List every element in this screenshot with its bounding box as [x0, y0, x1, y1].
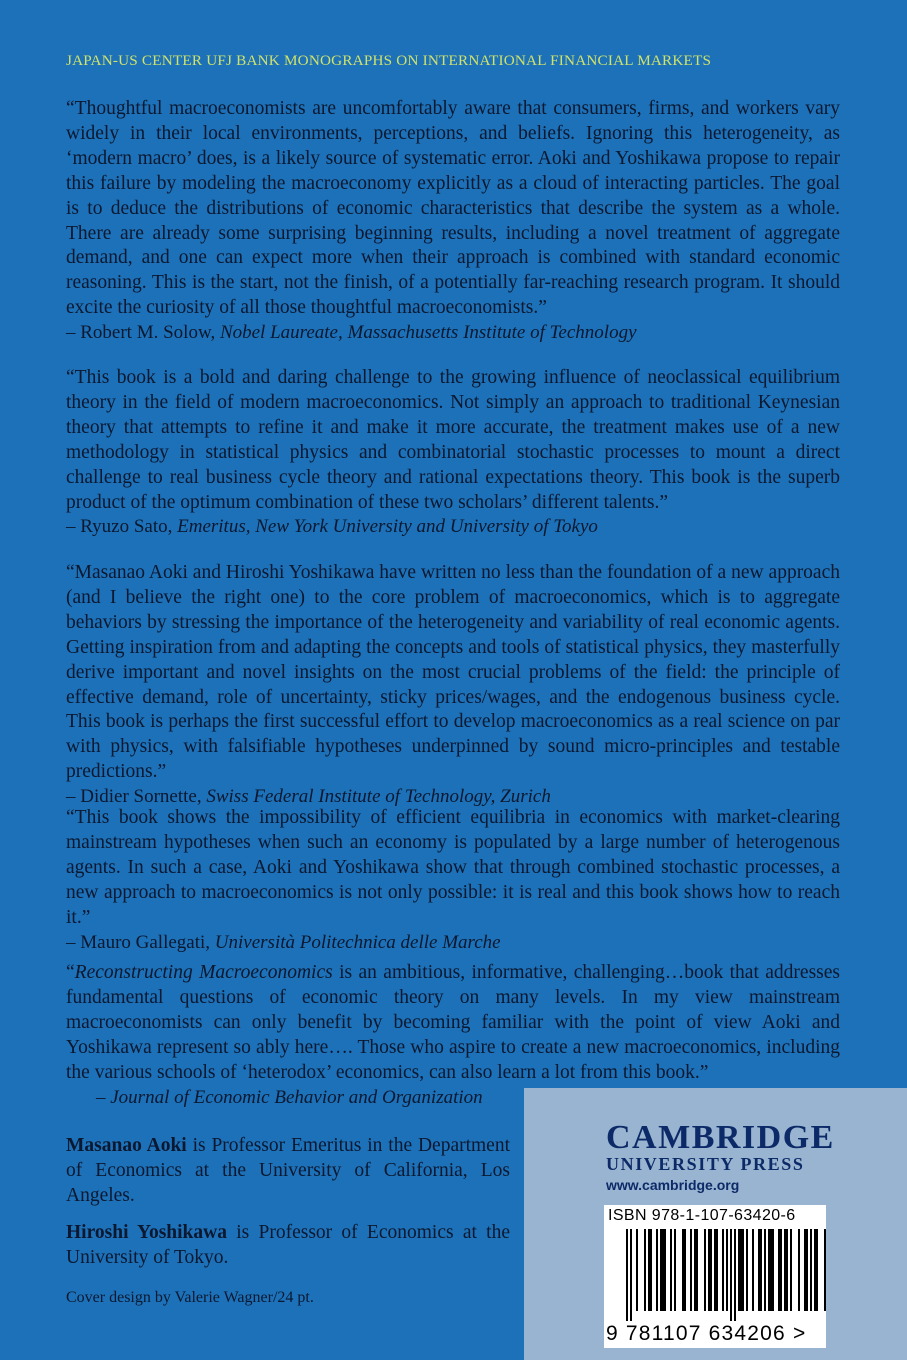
barcode-bar	[730, 1229, 732, 1321]
author-name: Masanao Aoki	[66, 1135, 187, 1156]
quote-author: – Journal of Economic Behavior and Organization	[96, 1086, 483, 1108]
publisher-url: www.cambridge.org	[606, 1177, 740, 1193]
quote-author: – Didier Sornette,	[66, 786, 202, 808]
barcode-bar	[778, 1229, 782, 1311]
barcode	[604, 1205, 826, 1348]
author-bio	[66, 1221, 510, 1271]
barcode-bar	[738, 1229, 744, 1311]
barcode-bar	[670, 1229, 672, 1311]
quote-text	[66, 961, 840, 1086]
barcode-bar	[752, 1229, 754, 1311]
barcode-bar	[648, 1229, 652, 1311]
quote-author: – Ryuzo Sato,	[66, 516, 173, 538]
barcode-bar	[824, 1229, 826, 1311]
publisher-name: CAMBRIDGE	[606, 1119, 835, 1156]
barcode-bar	[626, 1229, 628, 1321]
quote-body: is an ambitious, informative, challenging…book that addresses fundamental questions of economic theory on many levels. In my view mainstream macroeconomists can only benefit by becoming familiar with the point of view Aoki and Yoshikawa represent so ably here…. Those who aspire to create a new macroeconomics, including the various schools of ‘heterodox’ economics, can also learn a lot from this book.”	[66, 962, 840, 1083]
barcode-bar	[764, 1229, 766, 1311]
barcode-bar	[726, 1229, 728, 1311]
publisher-panel	[524, 1088, 907, 1360]
quote-block	[66, 561, 840, 809]
quote-affiliation: Università Politechnica delle Marche	[214, 931, 501, 953]
barcode-bar	[630, 1229, 632, 1321]
open-quote: “	[66, 962, 75, 983]
quote-author: – Mauro Gallegati,	[66, 931, 211, 953]
barcode-bar	[746, 1229, 748, 1311]
barcode-bar	[784, 1229, 788, 1311]
quote-attribution	[66, 321, 840, 345]
quote-block	[66, 366, 840, 539]
barcode-bar	[714, 1229, 718, 1311]
barcode-bar	[708, 1229, 712, 1311]
author-bio	[66, 1134, 510, 1209]
barcode-bar	[674, 1229, 676, 1311]
barcode-bar	[644, 1229, 646, 1311]
barcode-bar	[704, 1229, 706, 1311]
barcode-bar	[790, 1229, 792, 1311]
barcode-bar	[810, 1229, 812, 1311]
quote-block	[66, 806, 840, 955]
publisher-subtitle: UNIVERSITY PRESS	[606, 1154, 805, 1174]
barcode-bar	[690, 1229, 692, 1311]
author-bio-text: is Professor of Economics at the University of Tokyo.	[66, 1222, 511, 1268]
quote-text: “This book is a bold and daring challenge to the growing influence of neoclassical equilibrium theory in the field of modern macroeconomics. Not simply an approach to traditional Keynesian theory that attempts to refine it and make it more accurate, the treatment makes use of a new methodology in statistical physics and combinatorial stochastic processes to mount a direct challenge to real business cycle theory and rational expectations theory. This book is the superb product of the optimum combination of these two scholars’ different talents.”	[66, 367, 840, 513]
barcode-bar	[804, 1229, 808, 1311]
quote-affiliation: Nobel Laureate, Massachusetts Institute of Technology	[219, 322, 637, 344]
barcode-digits: 9 781107 634206 >	[606, 1322, 807, 1345]
quote-affiliation: Emeritus, New York University and University of Tokyo	[177, 516, 598, 538]
quote-attribution	[66, 515, 840, 539]
quote-text: “This book shows the impossibility of efficient equilibria in economics with market-clearing mainstream hypotheses when such an economy is populated by a large number of heterogenous agents. In such a case, Aoki and Yoshikawa show that through combined stochastic processes, a new approach to macroeconomics is not only possible: it is real and this book shows how to reach it.”	[66, 807, 840, 928]
quote-affiliation: Swiss Federal Institute of Technology, Zurich	[206, 786, 551, 808]
barcode-bar	[814, 1229, 818, 1311]
barcode-bar	[682, 1229, 686, 1311]
barcode-bar	[768, 1229, 774, 1311]
series-title: JAPAN-US CENTER UFJ BANK MONOGRAPHS ON INTERNATIONAL FINANCIAL MARKETS	[66, 52, 712, 69]
cover-credit: Cover design by Valerie Wagner/24 pt.	[66, 1289, 314, 1306]
barcode-bar	[758, 1229, 762, 1311]
barcode-bar	[722, 1229, 724, 1311]
author-bio-text: is Professor Emeritus in the Department of Economics at the University of California, Los Angeles.	[66, 1135, 511, 1206]
barcode-bar	[694, 1229, 698, 1311]
barcode-bar	[636, 1229, 638, 1311]
barcode-bar	[656, 1229, 658, 1311]
quote-text: “Thoughtful macroeconomists are uncomfortably aware that consumers, firms, and workers vary widely in their local environments, perceptions, and beliefs. Ignoring this heterogeneity, as ‘modern macro’ does, is a likely source of systematic error. Aoki and Yoshikawa propose to repair this failure by modeling the macroeconomy explicitly as a cloud of interacting particles. The goal is to deduce the distributions of economic characteristics that describe the system as a whole. There are already some surprising beginning results, including a novel treatment of aggregate demand, and one can expect more when their approach is combined with standard economic reasoning. This is the start, not the finish, of a potentially far-reaching research program. It should excite the curiosity of all those thoughtful macroeconomists.”	[66, 98, 840, 319]
quote-attribution	[66, 931, 840, 955]
book-title: Reconstructing Macroeconomics	[74, 962, 333, 983]
barcode-bars	[604, 1229, 826, 1321]
author-name: Hiroshi Yoshikawa	[66, 1222, 227, 1243]
quote-block	[66, 97, 840, 345]
quote-text: “Masanao Aoki and Hiroshi Yoshikawa have written no less than the foundation of a new approach (and I believe the right one) to the core problem of macroeconomics, which is to aggregate behaviors by stressing the importance of the heterogeneity and variability of real economic agents. Getting inspiration from and adapting the concepts and tools of statistical physics, they masterfully derive important and novel insights on the most crucial problems of the field: the principle of effective demand, role of uncertainty, sticky prices/wages, and the endogenous business cycle. This book is perhaps the first successful effort to develop macroeconomics as a real science on par with physics, with falsifiable hypotheses underpinned by sound micro-principles and testable predictions.”	[66, 562, 840, 783]
barcode-bar	[798, 1229, 800, 1311]
barcode-bar	[734, 1229, 736, 1321]
barcode-bar	[660, 1229, 666, 1311]
isbn-label: ISBN 978-1-107-63420-6	[608, 1207, 796, 1224]
quote-author: – Robert M. Solow,	[66, 322, 216, 344]
